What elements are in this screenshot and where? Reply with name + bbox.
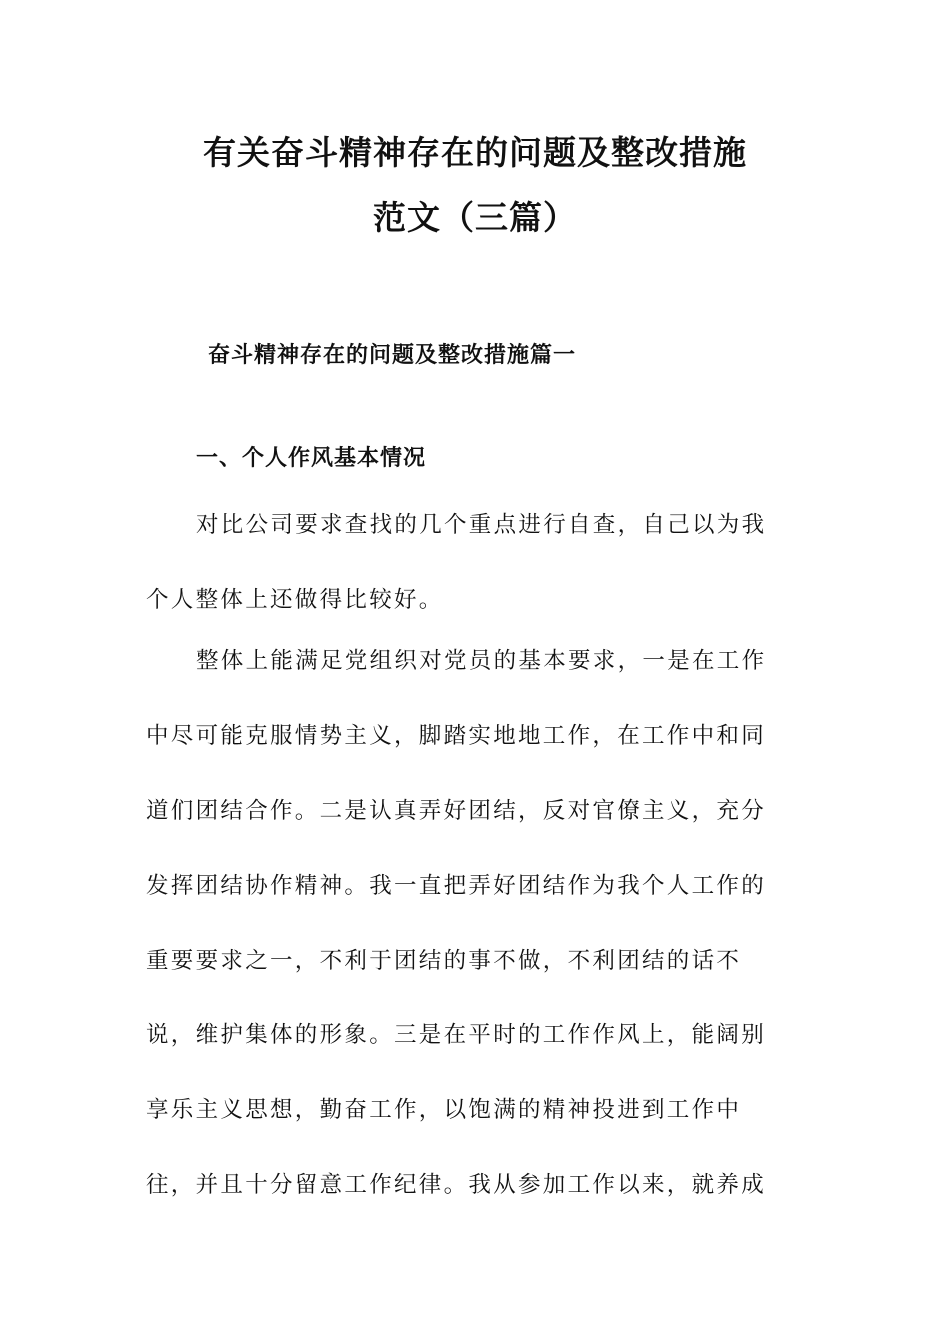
body-line-8: 说，维护集体的形象。三是在平时的工作作风上，能阔别 (146, 1022, 767, 1048)
document-title-line-2: 范文（三篇） (373, 198, 577, 237)
document-title-line-1: 有关奋斗精神存在的问题及整改措施 (203, 133, 747, 172)
body-line-4: 中尽可能克服情势主义，脚踏实地地工作，在工作中和同 (146, 723, 767, 749)
body-line-3: 整体上能满足党组织对党员的基本要求，一是在工作 (196, 648, 767, 674)
body-line-10: 往，并且十分留意工作纪律。我从参加工作以来，就养成 (146, 1172, 767, 1198)
body-line-6: 发挥团结协作精神。我一直把弄好团结作为我个人工作的 (146, 873, 767, 899)
body-line-2: 个人整体上还做得比较好。 (146, 587, 444, 613)
body-line-9: 享乐主义思想，勤奋工作，以饱满的精神投进到工作中 (146, 1097, 742, 1123)
body-line-5: 道们团结合作。二是认真弄好团结，反对官僚主义，充分 (146, 798, 767, 824)
body-line-7: 重要要求之一，不利于团结的事不做，不利团结的话不 (146, 948, 742, 974)
body-line-1: 对比公司要求查找的几个重点进行自查，自己以为我 (196, 512, 767, 538)
section-heading: 一、个人作风基本情况 (196, 446, 427, 471)
section-subtitle: 奋斗精神存在的问题及整改措施篇一 (208, 343, 577, 368)
